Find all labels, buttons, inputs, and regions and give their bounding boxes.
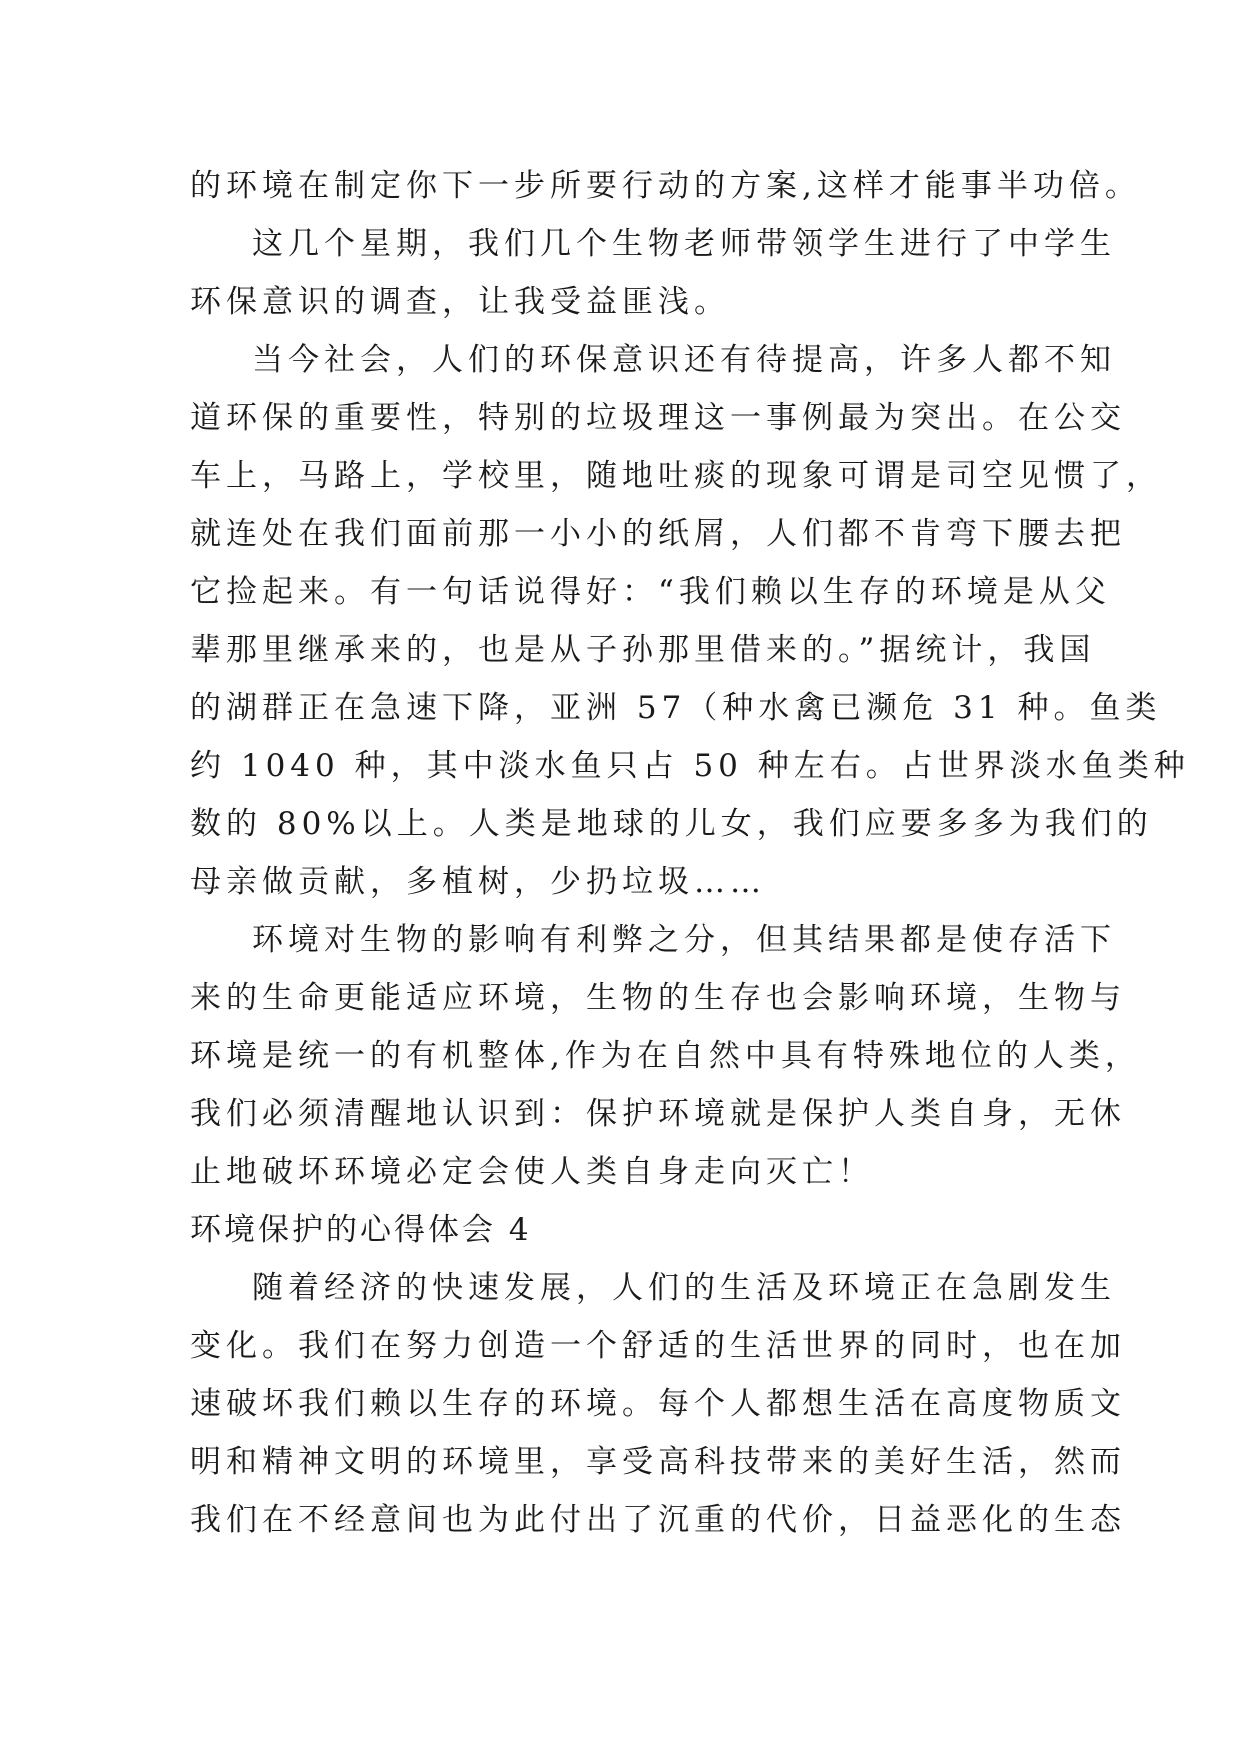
paragraph-start-line: 这几个星期，我们几个生物老师带领学生进行了中学生 <box>252 226 1116 262</box>
text-line: 的湖群正在急速下降，亚洲 57（种水禽已濒危 31 种。鱼类 <box>190 690 1162 726</box>
text-line: 辈那里继承来的，也是从子孙那里借来的。”据统计，我国 <box>190 632 1096 668</box>
text-line: 道环保的重要性，特别的垃圾理这一事例最为突出。在公交 <box>190 400 1126 436</box>
text-line: 我们必须清醒地认识到：保护环境就是保护人类自身，无休 <box>190 1096 1126 1132</box>
text-line: 来的生命更能适应环境，生物的生存也会影响环境，生物与 <box>190 980 1126 1016</box>
text-line: 我们在不经意间也为此付出了沉重的代价，日益恶化的生态 <box>190 1502 1126 1538</box>
paragraph-start-line: 当今社会，人们的环保意识还有待提高，许多人都不知 <box>252 342 1116 378</box>
text-line: 环保意识的调查，让我受益匪浅。 <box>190 284 730 320</box>
section-heading: 环境保护的心得体会 4 <box>190 1212 532 1248</box>
paragraph-start-line: 环境对生物的影响有利弊之分，但其结果都是使存活下 <box>252 922 1116 958</box>
text-line: 母亲做贡献，多植树，少扔垃圾…… <box>190 864 766 900</box>
text-line: 就连处在我们面前那一小小的纸屑，人们都不肯弯下腰去把 <box>190 516 1126 552</box>
text-line: 车上，马路上，学校里，随地吐痰的现象可谓是司空见惯了， <box>190 458 1162 494</box>
text-line: 速破坏我们赖以生存的环境。每个人都想生活在高度物质文 <box>190 1386 1126 1422</box>
text-line: 明和精神文明的环境里，享受高科技带来的美好生活，然而 <box>190 1444 1126 1480</box>
text-line: 它捡起来。有一句话说得好：“我们赖以生存的环境是从父 <box>190 574 1111 610</box>
text-line: 止地破坏环境必定会使人类自身走向灭亡！ <box>190 1154 874 1190</box>
text-line: 数的 80%以上。人类是地球的儿女，我们应要多多为我们的 <box>190 806 1153 842</box>
text-line: 变化。我们在努力创造一个舒适的生活世界的同时，也在加 <box>190 1328 1126 1364</box>
paragraph-start-line: 随着经济的快速发展，人们的生活及环境正在急剧发生 <box>252 1270 1116 1306</box>
text-line: 的环境在制定你下一步所要行动的方案,这样才能事半功倍。 <box>190 168 1141 204</box>
text-line: 约 1040 种，其中淡水鱼只占 50 种左右。占世界淡水鱼类种 <box>190 748 1190 784</box>
text-line: 环境是统一的有机整体,作为在自然中具有特殊地位的人类， <box>190 1038 1141 1074</box>
